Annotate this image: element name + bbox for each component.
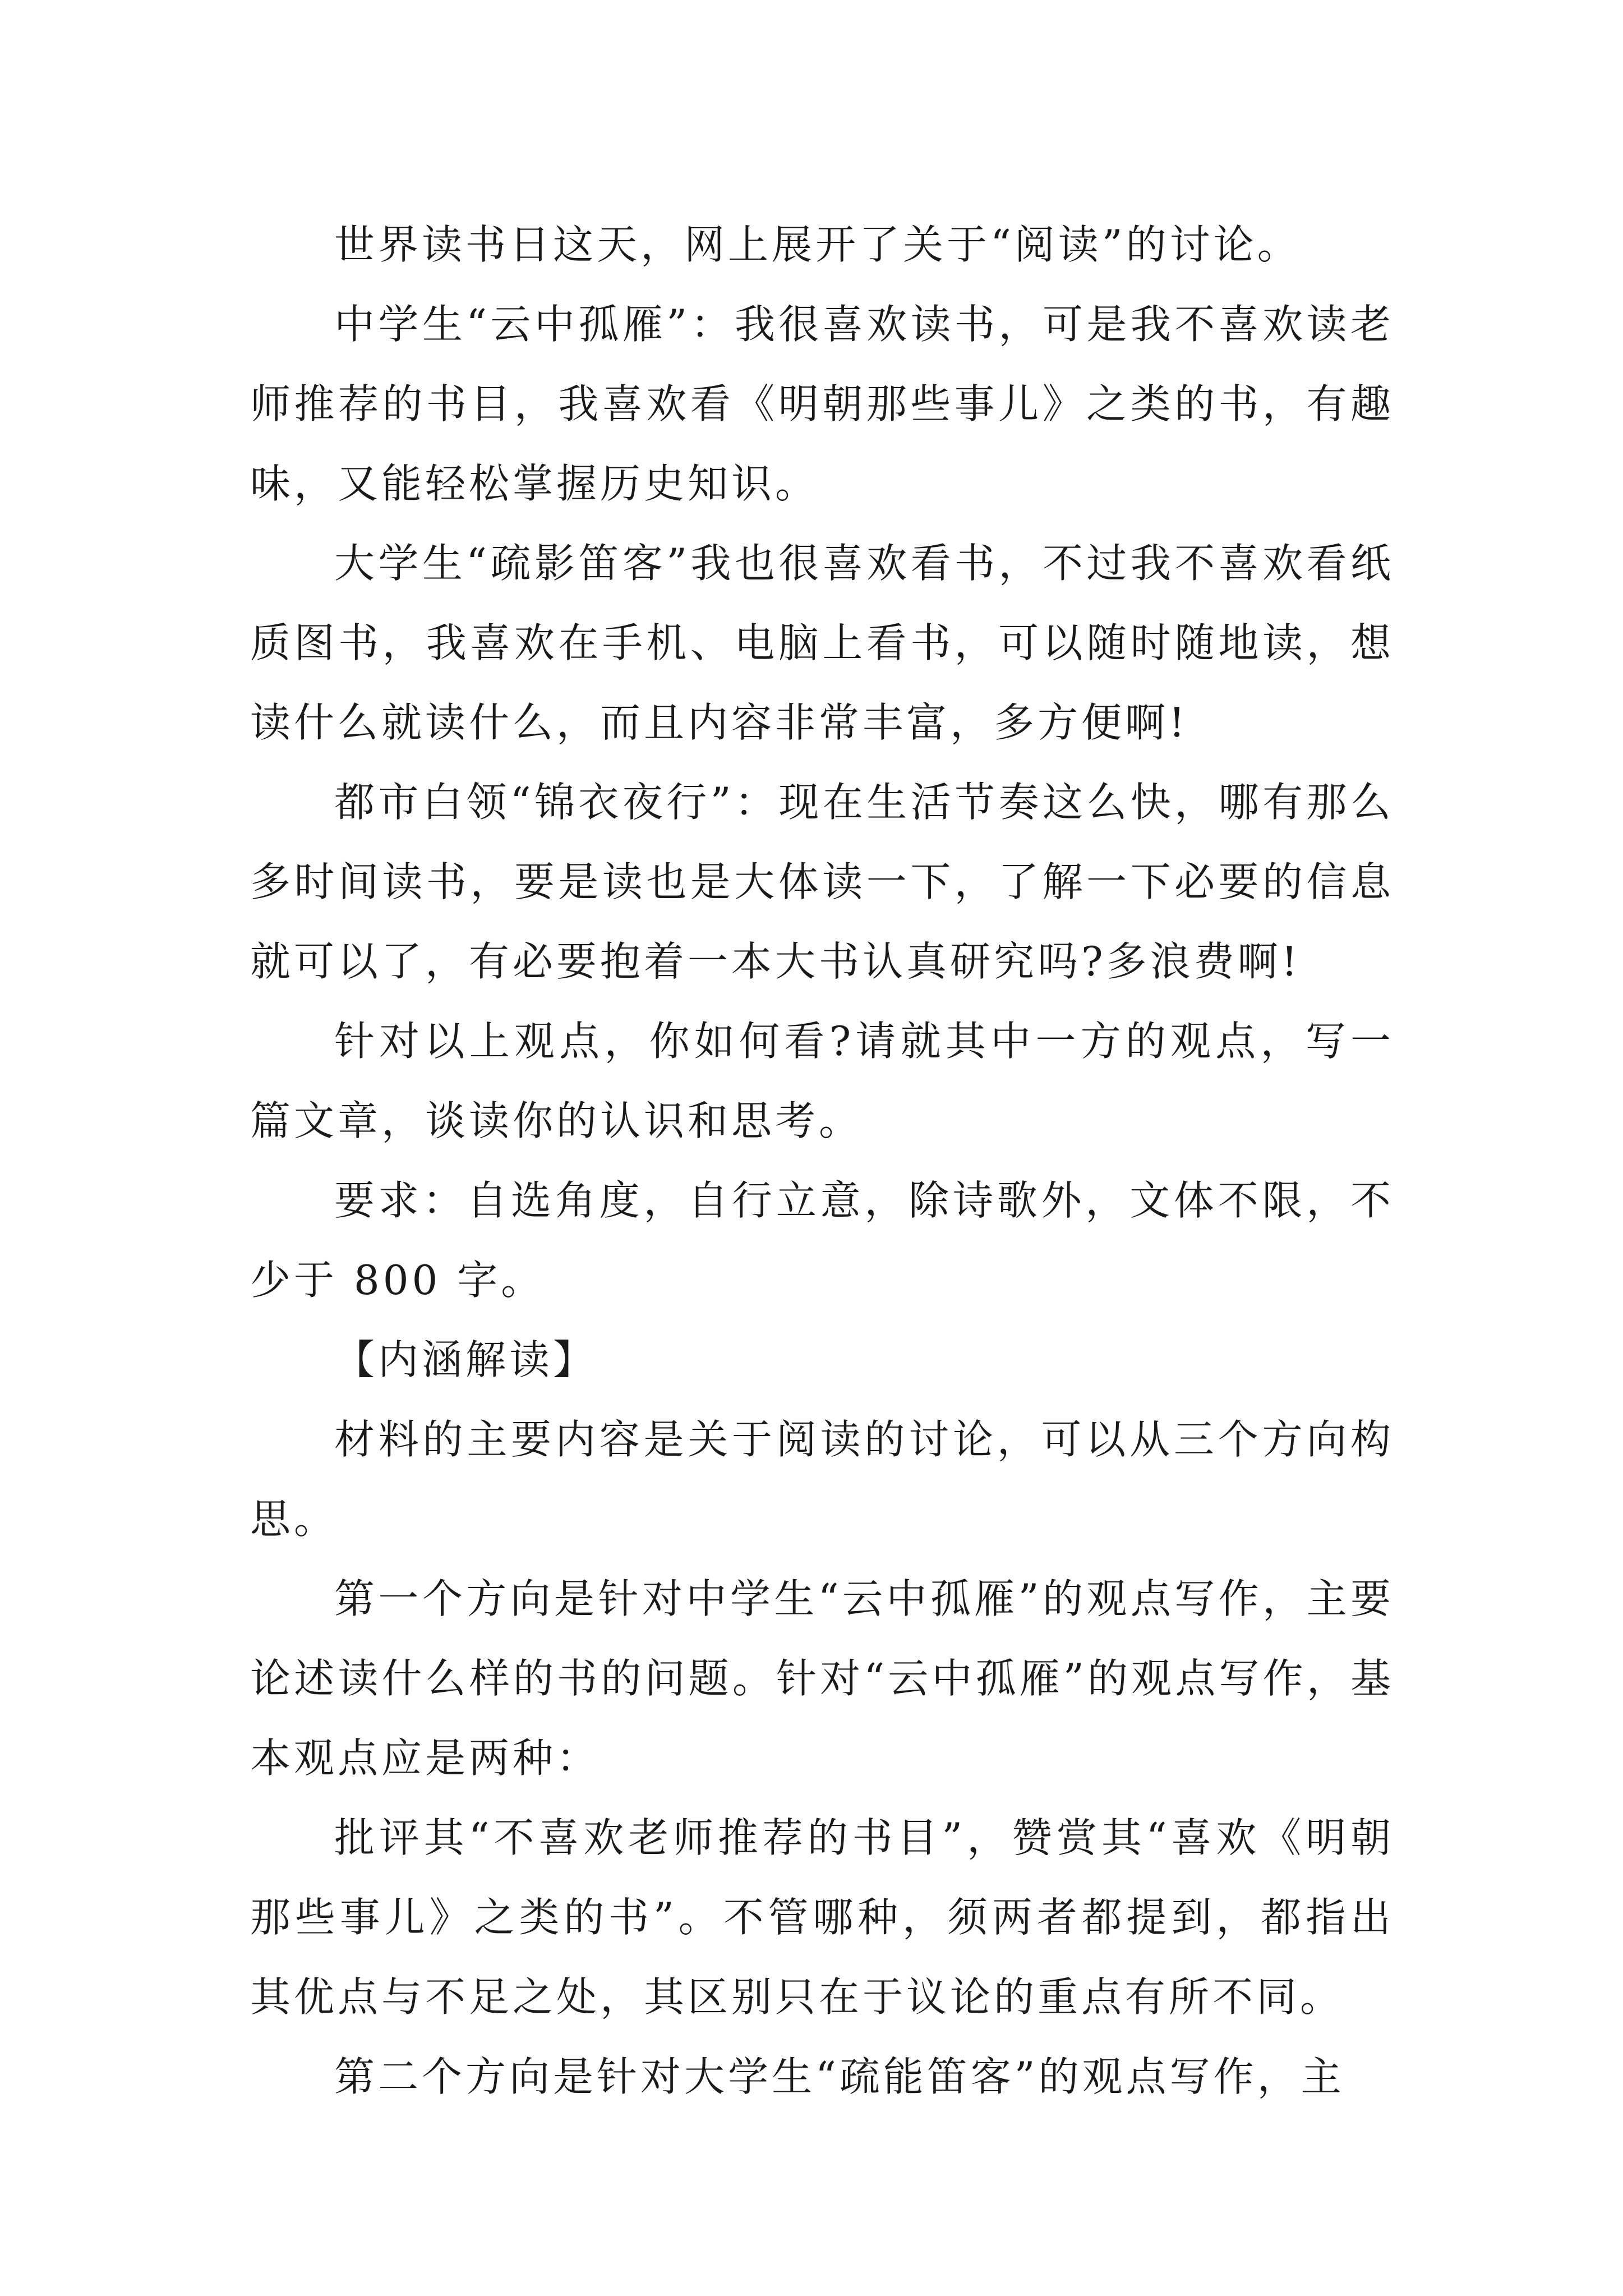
paragraph-intro: 世界读书日这天，网上展开了关于“阅读”的讨论。 [334, 221, 1301, 268]
paragraph-requirements: 要求：自选角度，自行立意，除诗歌外，文体不限，不少于 800 字。 [250, 1177, 1394, 1304]
paragraph-direction-one: 第一个方向是针对中学生“云中孤雁”的观点写作，主要论述读什么样的书的问题。针对“云中孤雁”的观点写作，基本观点应是两种： [250, 1575, 1394, 1782]
paragraph-direction-two: 第二个方向是针对大学生“疏能笛客”的观点写作，主 [334, 2053, 1345, 2100]
document-body [250, 205, 1394, 2116]
paragraph-overview: 材料的主要内容是关于阅读的讨论，可以从三个方向构思。 [250, 1416, 1394, 1543]
paragraph-college-student: 大学生“疏影笛客”我也很喜欢看书，不过我不喜欢看纸质图书，我喜欢在手机、电脑上看书，可以随时随地读，想读什么就读什么，而且内容非常丰富，多方便啊! [250, 540, 1394, 746]
paragraph-middle-school-student: 中学生“云中孤雁”：我很喜欢读书，可是我不喜欢读老师推荐的书目，我喜欢看《明朝那些事儿》之类的书，有趣味，又能轻松掌握历史知识。 [250, 301, 1394, 507]
paragraph-prompt: 针对以上观点，你如何看?请就其中一方的观点，写一篇文章，谈读你的认识和思考。 [250, 1018, 1394, 1144]
paragraph-direction-one-detail: 批评其“不喜欢老师推荐的书目”，赞赏其“喜欢《明朝那些事儿》之类的书”。不管哪种，须两者都提到，都指出其优点与不足之处，其区别只在于议论的重点有所不同。 [250, 1814, 1394, 2021]
section-heading-interpretation: 【内涵解读】 [334, 1336, 597, 1383]
paragraph-white-collar: 都市白领“锦衣夜行”：现在生活节奏这么快，哪有那么多时间读书，要是读也是大体读一下，了解一下必要的信息就可以了，有必要抱着一本大书认真研究吗?多浪费啊! [250, 779, 1394, 985]
